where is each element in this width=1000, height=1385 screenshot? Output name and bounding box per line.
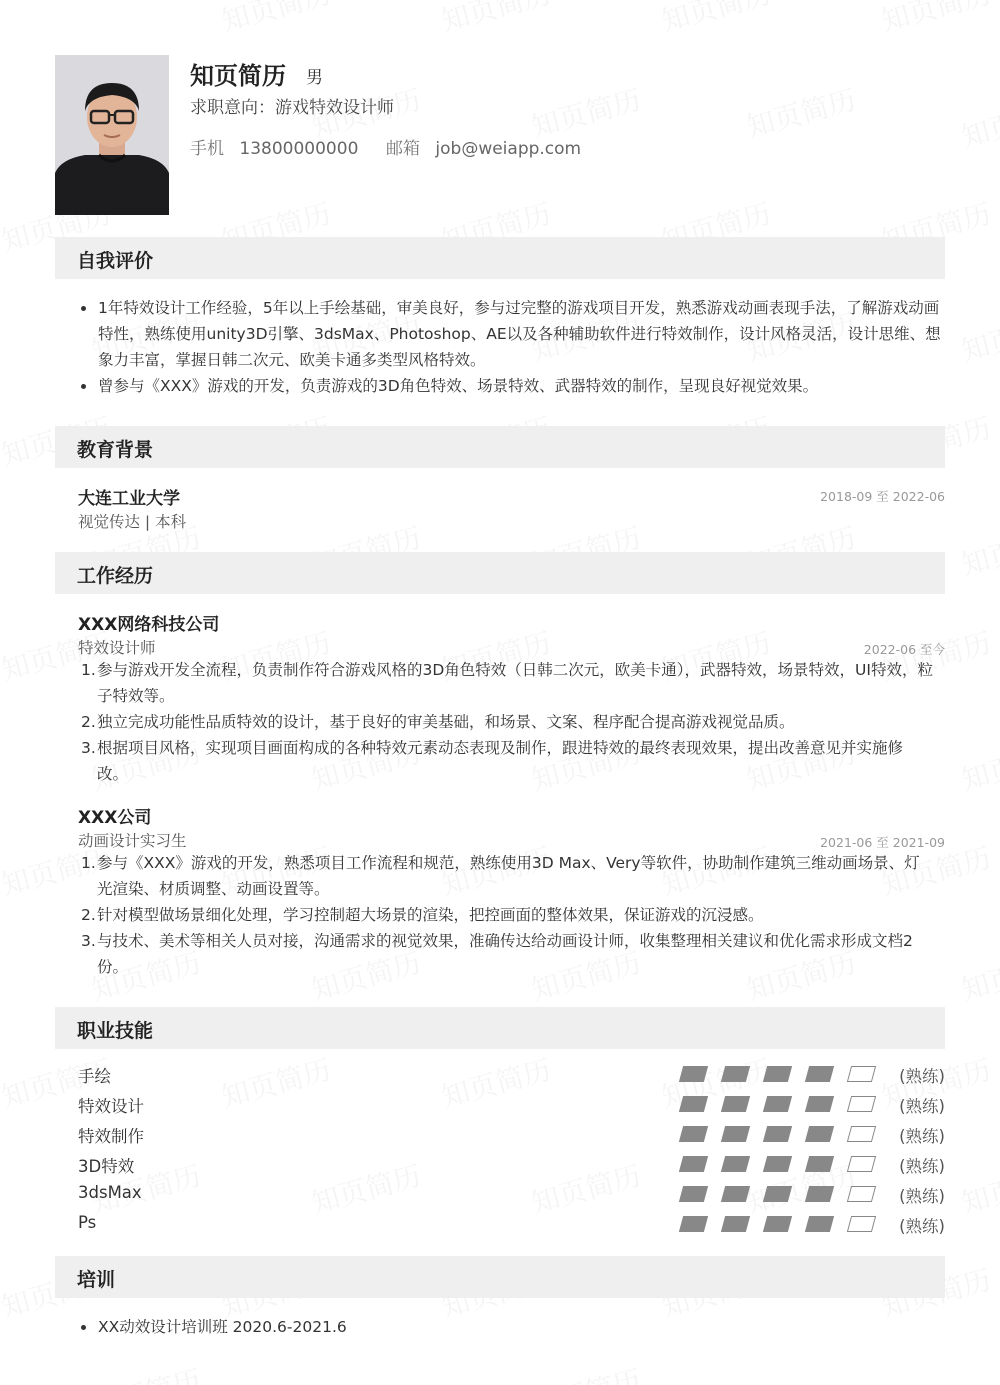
rating-bar-filled (721, 1066, 750, 1082)
rating-bar-filled (679, 1186, 708, 1202)
rating-bar-empty (847, 1096, 876, 1112)
rating-bar-empty (847, 1186, 876, 1202)
skill-level: (熟练) (899, 1127, 945, 1146)
bullet-icon (81, 384, 86, 389)
skill-rating (681, 1215, 881, 1233)
education-date: 2018-09 至 2022-06 (820, 489, 945, 504)
job-intent-label: 求职意向： (190, 98, 275, 118)
list-number: 2. (81, 713, 96, 731)
bullet-icon (81, 306, 86, 311)
rating-bar-filled (679, 1216, 708, 1232)
list-number: 1. (81, 854, 96, 872)
skill-rating (681, 1125, 881, 1143)
list-item (78, 709, 933, 735)
list-item-text: 1年特效设计工作经验，5年以上手绘基础，审美良好，参与过完整的游戏项目开发，熟悉游戏动画表现手法，了解游戏动画特性，熟练使用unity3D引擎、3dsMax、Photoshop、AE以及各种辅助软件进行特效制作，设计风格灵活，设计思维、想象力丰富，掌握日韩二次元、欧美卡通多类型风格特效。 (98, 299, 941, 369)
section-title: 职业技能 (77, 1020, 154, 1042)
rating-bar-filled (805, 1216, 834, 1232)
list-item-text: XX动效设计培训班 2020.6-2021.6 (98, 1318, 347, 1336)
school-name: 大连工业大学 (78, 489, 180, 509)
job-date: 2021-06 至 2021-09 (820, 835, 945, 850)
list-item-text: 针对模型做场景细化处理，学习控制超大场景的渲染，把控画面的整体效果，保证游戏的沉浸感。 (97, 906, 764, 924)
rating-bar-filled (721, 1096, 750, 1112)
skill-name: 3D特效 (78, 1157, 135, 1176)
list-item (78, 928, 933, 980)
section-title: 工作经历 (77, 565, 154, 587)
skill-name: 特效设计 (78, 1097, 144, 1116)
skill-rating (681, 1155, 881, 1173)
rating-bar-filled (805, 1126, 834, 1142)
rating-bar-filled (679, 1126, 708, 1142)
section-title: 自我评价 (77, 250, 154, 272)
rating-bar-filled (805, 1096, 834, 1112)
rating-bar-empty (847, 1066, 876, 1082)
self-evaluation-list (78, 295, 943, 399)
skill-level: (熟练) (899, 1217, 945, 1236)
skill-rating (681, 1095, 881, 1113)
phone-value: 13800000000 (239, 139, 359, 159)
section-work-experience (55, 552, 945, 594)
job-intent (190, 93, 394, 118)
education-major: 视觉传达 | 本科 (78, 513, 187, 531)
rating-bar-filled (679, 1156, 708, 1172)
job-intent-value: 游戏特效设计师 (275, 98, 394, 118)
list-number: 3. (81, 739, 96, 757)
email-value: job@weiapp.com (435, 139, 582, 159)
rating-bar-filled (763, 1216, 792, 1232)
list-item (78, 850, 933, 902)
rating-bar-filled (805, 1156, 834, 1172)
skill-rating (681, 1065, 881, 1083)
bullet-icon (81, 1325, 86, 1330)
skill-level: (熟练) (899, 1157, 945, 1176)
company-name: XXX公司 (78, 808, 152, 828)
skill-level: (熟练) (899, 1187, 945, 1206)
list-item-text: 与技术、美术等相关人员对接，沟通需求的视觉效果，准确传达给动画设计师，收集整理相关建议和优化需求形成文档2份。 (97, 932, 913, 976)
avatar-portrait (55, 55, 169, 215)
avatar (55, 55, 169, 215)
phone-label: 手机 (190, 139, 224, 159)
rating-bar-filled (763, 1066, 792, 1082)
skill-level: (熟练) (899, 1097, 945, 1116)
list-item-text: 参与游戏开发全流程，负责制作符合游戏风格的3D角色特效（日韩二次元，欧美卡通），武器特效，场景特效，UI特效，粒子特效等。 (97, 661, 933, 705)
list-item (78, 1314, 943, 1340)
list-item (78, 657, 933, 709)
email-contact (386, 134, 581, 159)
rating-bar-filled (805, 1186, 834, 1202)
list-number: 2. (81, 906, 96, 924)
rating-bar-filled (721, 1126, 750, 1142)
rating-bar-empty (847, 1156, 876, 1172)
job-role: 动画设计实习生 (78, 832, 187, 850)
candidate-name: 知页简历 (190, 62, 286, 90)
skill-name: Ps (78, 1213, 97, 1232)
list-number: 3. (81, 932, 96, 950)
candidate-gender: 男 (306, 68, 323, 88)
list-item (78, 295, 943, 373)
rating-bar-filled (763, 1156, 792, 1172)
skill-level: (熟练) (899, 1067, 945, 1086)
company-name: XXX网络科技公司 (78, 615, 220, 635)
rating-bar-filled (721, 1156, 750, 1172)
job-duties-list (78, 657, 933, 787)
list-item (78, 373, 943, 399)
section-training (55, 1256, 945, 1298)
rating-bar-filled (805, 1066, 834, 1082)
skill-name: 手绘 (78, 1067, 111, 1086)
section-skills (55, 1007, 945, 1049)
job-role: 特效设计师 (78, 639, 156, 657)
job-date: 2022-06 至今 (863, 642, 945, 657)
skill-name: 3dsMax (78, 1183, 142, 1202)
section-title: 培训 (77, 1269, 116, 1291)
list-item-text: 参与《XXX》游戏的开发，熟悉项目工作流程和规范，熟练使用3D Max、Very等软件，协助制作建筑三维动画场景、灯光渲染、材质调整、动画设置等。 (97, 854, 920, 898)
rating-bar-filled (721, 1186, 750, 1202)
list-item (78, 902, 933, 928)
rating-bar-filled (763, 1096, 792, 1112)
list-item-text: 曾参与《XXX》游戏的开发，负责游戏的3D角色特效、场景特效、武器特效的制作，呈现良好视觉效果。 (98, 377, 819, 395)
rating-bar-filled (679, 1096, 708, 1112)
rating-bar-empty (847, 1126, 876, 1142)
list-item-text: 独立完成功能性品质特效的设计，基于良好的审美基础，和场景、文案、程序配合提高游戏视觉品质。 (97, 713, 795, 731)
job-duties-list (78, 850, 933, 980)
list-number: 1. (81, 661, 96, 679)
rating-bar-filled (679, 1066, 708, 1082)
skill-name: 特效制作 (78, 1127, 144, 1146)
phone-contact (190, 134, 358, 159)
rating-bar-filled (763, 1126, 792, 1142)
rating-bar-filled (763, 1186, 792, 1202)
skill-rating (681, 1185, 881, 1203)
rating-bar-filled (721, 1216, 750, 1232)
section-title: 教育背景 (77, 439, 154, 461)
list-item-text: 根据项目风格，实现项目画面构成的各种特效元素动态表现及制作，跟进特效的最终表现效果，提出改善意见并实施修改。 (97, 739, 904, 783)
rating-bar-empty (847, 1216, 876, 1232)
list-item (78, 735, 933, 787)
training-list (78, 1314, 943, 1340)
section-self-evaluation (55, 237, 945, 279)
section-education (55, 426, 945, 468)
email-label: 邮箱 (386, 139, 420, 159)
